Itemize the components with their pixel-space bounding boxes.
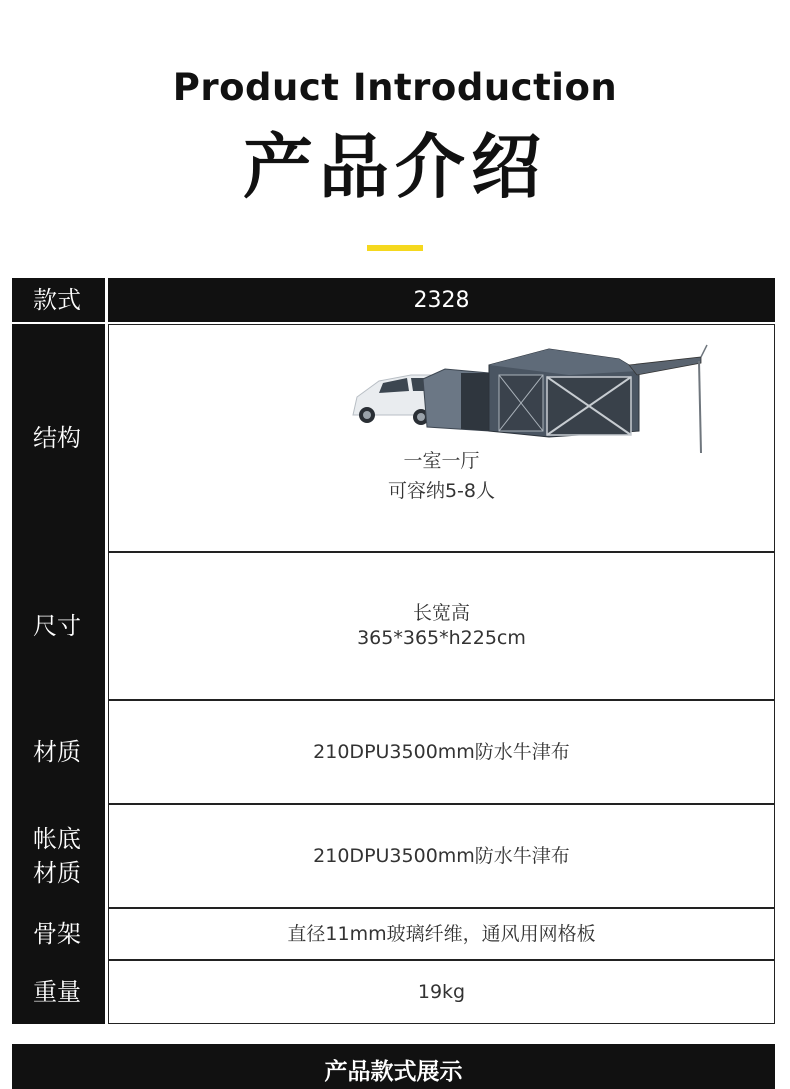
title-english: Product Introduction [172, 66, 618, 109]
spec-label-model: 款式 [12, 278, 105, 322]
spec-row-weight [12, 960, 775, 1024]
vestibule-shape [423, 369, 489, 431]
spec-row-frame [12, 908, 775, 960]
spec-label-structure: 结构 [12, 324, 105, 552]
size-dimensions: 365*365*h225cm [357, 627, 526, 649]
spec-value-size [108, 552, 775, 700]
spec-row-size [12, 552, 775, 700]
spec-value-weight: 19kg [108, 960, 775, 1024]
spec-row-floor-material [12, 804, 775, 908]
spec-row-material [12, 700, 775, 804]
spec-label-size: 尺寸 [12, 552, 105, 700]
spec-row-model [12, 278, 775, 322]
spec-label-weight: 重量 [12, 960, 105, 1024]
spec-value-frame: 直径11mm玻璃纤维，通风用网格板 [108, 908, 775, 960]
accent-divider [367, 245, 423, 251]
structure-capacity-text: 可容纳5-8人 [387, 480, 496, 502]
spec-value-structure [108, 324, 775, 552]
tent-with-suv-image [349, 335, 709, 455]
size-caption: 长宽高 [412, 602, 470, 624]
floor-label-line1: 帐底 [33, 825, 81, 853]
spec-label-material: 材质 [12, 700, 105, 804]
spec-row-structure [12, 324, 775, 552]
spec-label-frame: 骨架 [12, 908, 105, 960]
title-chinese: 产品介绍 [243, 126, 547, 208]
spec-label-floor-material [12, 804, 105, 908]
awning-shape [629, 345, 707, 453]
section-title-bar: 产品款式展示 [12, 1044, 775, 1089]
floor-label-line2: 材质 [33, 859, 81, 887]
hub-tent-shape [489, 349, 639, 437]
spec-value-floor-material: 210DPU3500mm防水牛津布 [108, 804, 775, 908]
structure-layout-text: 一室一厅 [403, 450, 480, 472]
spec-value-material: 210DPU3500mm防水牛津布 [108, 700, 775, 804]
spec-value-model: 2328 [108, 278, 775, 322]
